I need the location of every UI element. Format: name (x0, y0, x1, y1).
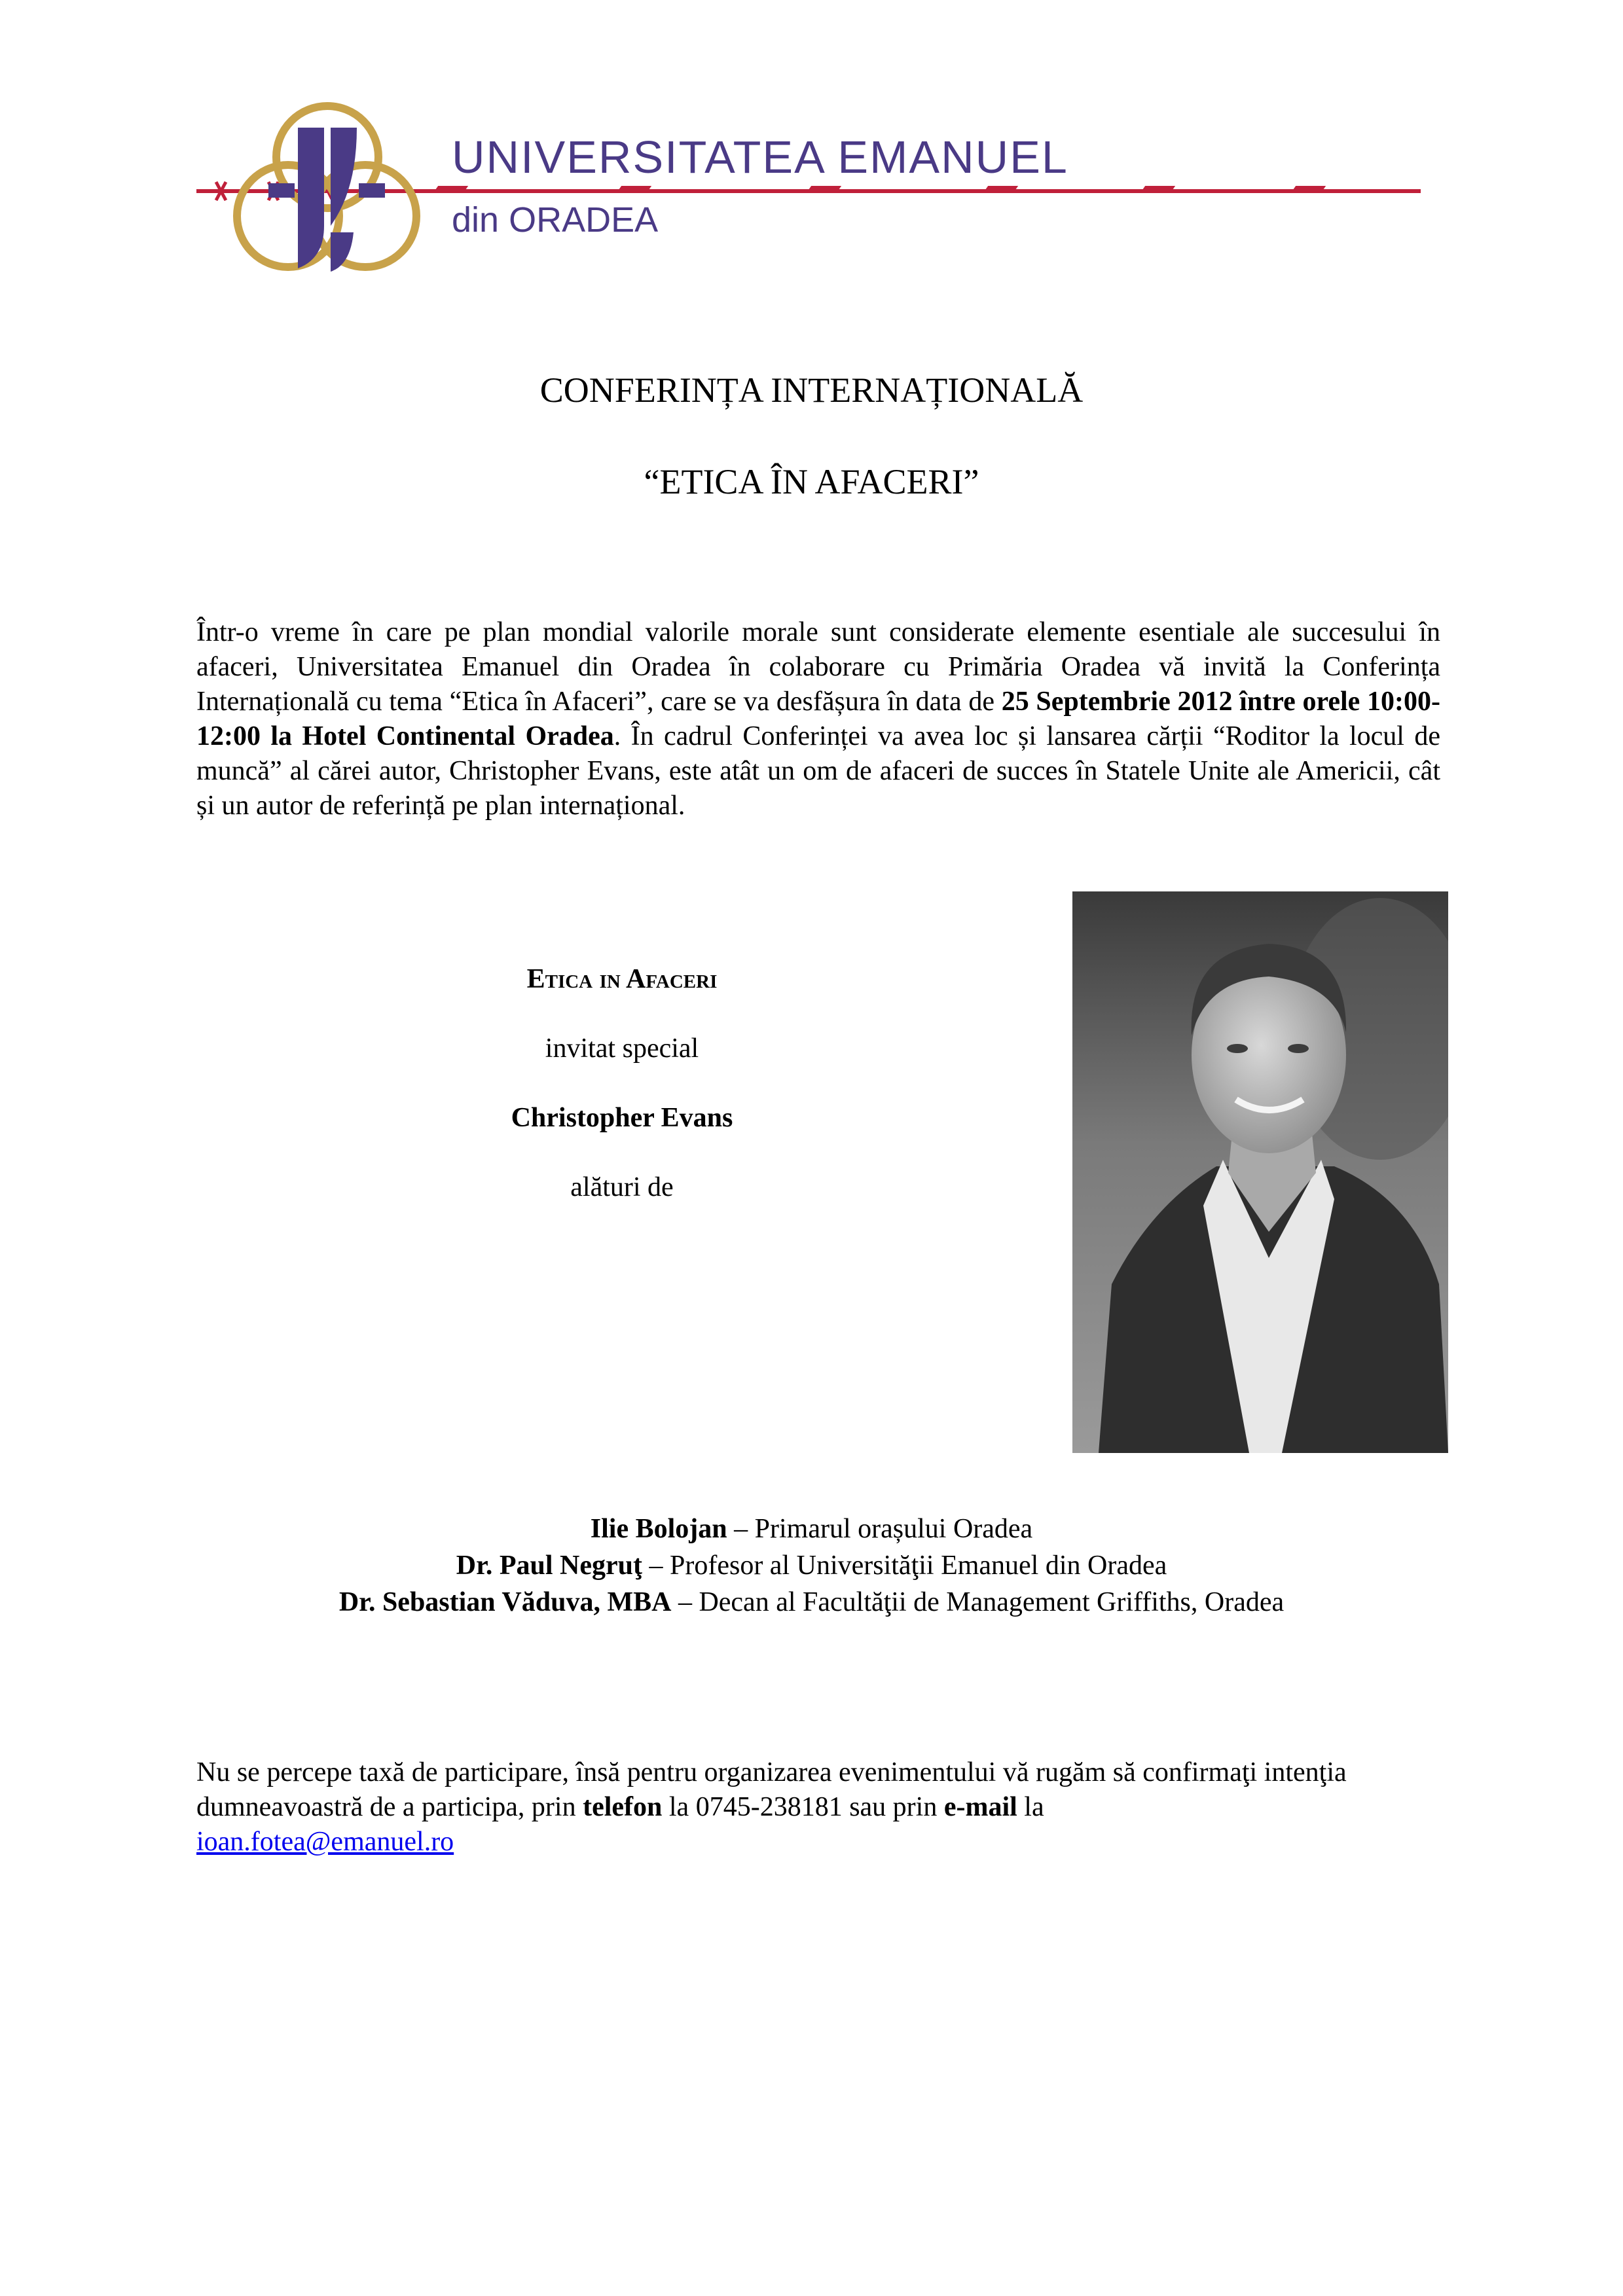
invitation-special-guest-label: invitat special (545, 1033, 699, 1064)
speaker-line (0, 1550, 1623, 1581)
university-name: UNIVERSITATEA EMANUEL (452, 132, 1068, 183)
speaker-line (0, 1587, 1623, 1618)
speaker-name: Ilie Bolojan (590, 1514, 727, 1544)
participation-note (196, 1755, 1440, 1859)
intro-text-1: Într-o vreme în care pe plan mondial valorile morale sunt considerate elemente esentiale ale succesului în afaceri, Universitatea Emanuel din Oradea în colaborare cu Primăria Oradea vă invită la Conferința Internațională cu tema “Etica în Afaceri”, care se va desfășura în data de (196, 617, 1440, 717)
guest-portrait-photo (1072, 891, 1448, 1453)
speaker-name: Dr. Paul Negruţ (456, 1551, 642, 1581)
invitation-guest-name: Christopher Evans (511, 1103, 733, 1133)
footer-text-1: Nu se percepe taxă de participare, însă pentru organizarea evenimentului vă rugăm să confirmaţi intenţia dumneavoastră de a participa, prin (196, 1757, 1347, 1822)
footer-email-label: e-mail (943, 1792, 1017, 1822)
speaker-line (0, 1513, 1623, 1545)
university-emblem-icon (190, 92, 452, 288)
conference-theme: “ETICA ÎN AFACERI” (644, 462, 979, 501)
intro-date-venue: 25 Septembrie 2012 între orele 10:00-12:00 la Hotel Continental Oradea (196, 687, 1440, 751)
invitation-along-label: alături de (570, 1172, 674, 1202)
university-city: din ORADEA (452, 200, 659, 240)
contact-email-link[interactable]: ioan.fotea@emanuel.ro (196, 1827, 454, 1857)
speaker-role: – Primarul orașului Oradea (727, 1514, 1033, 1544)
footer-phone-label: telefon (583, 1792, 663, 1822)
speaker-role: – Decan al Facultăţii de Management Griffiths, Oradea (671, 1587, 1285, 1617)
intro-paragraph (196, 615, 1440, 823)
speaker-name: Dr. Sebastian Văduva, MBA (338, 1587, 672, 1617)
intro-text-2: . În cadrul Conferinței va avea loc și lansarea cărții “Roditor la locul de muncă” al cărei autor, Christopher Evans, este atât un om de afaceri de succes în Statele Unite ale Americii, cât și un autor de referință pe plan internațional. (196, 721, 1440, 821)
conference-title: CONFERINȚA INTERNAȚIONALĂ (539, 370, 1084, 410)
speaker-role: – Profesor al Universităţii Emanuel din Oradea (642, 1551, 1167, 1581)
footer-text-3: la (1017, 1792, 1044, 1822)
invitation-heading: Etica in Afaceri (526, 964, 718, 994)
footer-text-2: la 0745-238181 sau prin (662, 1792, 944, 1822)
portrait-photo-icon (1072, 891, 1448, 1453)
